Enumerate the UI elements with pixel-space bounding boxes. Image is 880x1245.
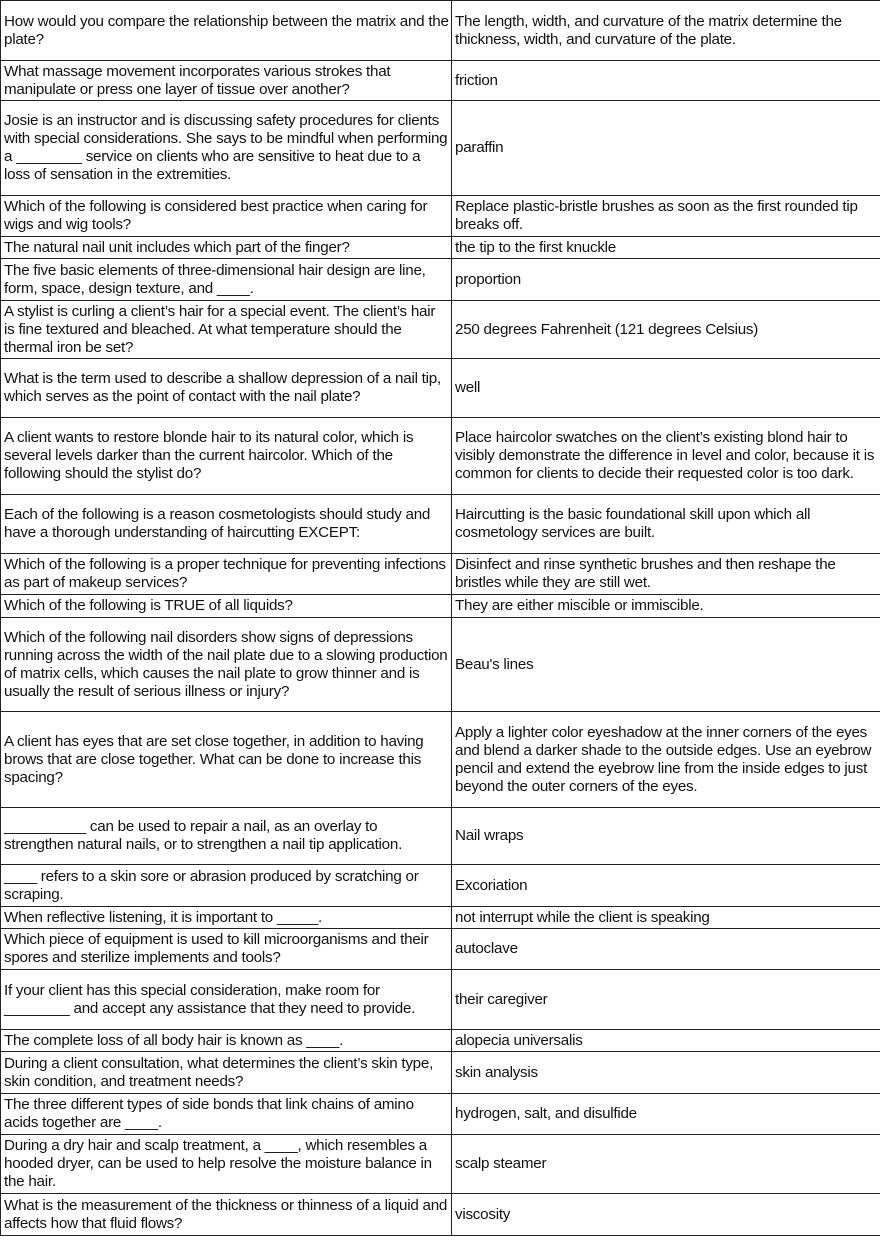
table-row <box>1 1 880 61</box>
answer-cell: skin analysis <box>452 1052 880 1094</box>
question-cell: How would you compare the relationship between the matrix and the plate? <box>1 1 452 61</box>
question-cell: Which of the following nail disorders show signs of depressions running across the width of the nail plate due to a slowing production of matrix cells, which causes the nail plate to grow thinner and is usually the result of serious illness or injury? <box>1 618 452 712</box>
table-row <box>1 359 880 418</box>
table-row <box>1 495 880 554</box>
table-row <box>1 554 880 595</box>
table-row <box>1 61 880 101</box>
answer-cell: Beau's lines <box>452 618 880 712</box>
table-row <box>1 1052 880 1094</box>
table-row <box>1 418 880 495</box>
question-cell: Which of the following is TRUE of all liquids? <box>1 595 452 618</box>
answer-cell: Place haircolor swatches on the client’s existing blond hair to visibly demonstrate the difference in level and color, because it is common for clients to decide their requested color is too dark. <box>452 418 880 495</box>
answer-cell: not interrupt while the client is speaking <box>452 907 880 929</box>
table-row <box>1 618 880 712</box>
answer-cell: paraffin <box>452 101 880 196</box>
table-row <box>1 237 880 259</box>
question-cell: A client has eyes that are set close together, in addition to having brows that are close together. What can be done to increase this spacing? <box>1 712 452 808</box>
answer-cell: well <box>452 359 880 418</box>
question-cell: A client wants to restore blonde hair to its natural color, which is several levels darker than the current haircolor. Which of the following should the stylist do? <box>1 418 452 495</box>
answer-cell: hydrogen, salt, and disulfide <box>452 1094 880 1135</box>
question-cell: A stylist is curling a client’s hair for a special event. The client’s hair is fine textured and bleached. At what temperature should the thermal iron be set? <box>1 301 452 359</box>
question-cell: If your client has this special consideration, make room for ________ and accept any assistance that they need to provide. <box>1 970 452 1030</box>
question-cell: What is the term used to describe a shallow depression of a nail tip, which serves as the point of contact with the nail plate? <box>1 359 452 418</box>
answer-cell: 250 degrees Fahrenheit (121 degrees Celsius) <box>452 301 880 359</box>
question-cell: Josie is an instructor and is discussing safety procedures for clients with special considerations. She says to be mindful when performing a ________ service on clients who are sensitive to heat due to a loss of sensation in the extremities. <box>1 101 452 196</box>
question-cell: What massage movement incorporates various strokes that manipulate or press one layer of tissue over another? <box>1 61 452 101</box>
question-cell: Which of the following is considered best practice when caring for wigs and wig tools? <box>1 196 452 237</box>
answer-cell: autoclave <box>452 929 880 970</box>
question-cell: The complete loss of all body hair is known as ____. <box>1 1030 452 1052</box>
answer-cell: They are either miscible or immiscible. <box>452 595 880 618</box>
question-cell: When reflective listening, it is important to _____. <box>1 907 452 929</box>
answer-cell: The length, width, and curvature of the matrix determine the thickness, width, and curvature of the plate. <box>452 1 880 61</box>
table-row <box>1 1094 880 1135</box>
answer-cell: Nail wraps <box>452 808 880 865</box>
table-row <box>1 1194 880 1236</box>
question-cell: The natural nail unit includes which part of the finger? <box>1 237 452 259</box>
answer-cell: friction <box>452 61 880 101</box>
question-cell: Which of the following is a proper technique for preventing infections as part of makeup services? <box>1 554 452 595</box>
table-row <box>1 1135 880 1194</box>
flashcard-rows <box>1 1 880 1236</box>
answer-cell: proportion <box>452 259 880 301</box>
answer-cell: their caregiver <box>452 970 880 1030</box>
question-cell: Each of the following is a reason cosmetologists should study and have a thorough understanding of haircutting EXCEPT: <box>1 495 452 554</box>
question-cell: __________ can be used to repair a nail, as an overlay to strengthen natural nails, or to strengthen a nail tip application. <box>1 808 452 865</box>
table-row <box>1 929 880 970</box>
answer-cell: viscosity <box>452 1194 880 1236</box>
question-cell: What is the measurement of the thickness or thinness of a liquid and affects how that fluid flows? <box>1 1194 452 1236</box>
answer-cell: Disinfect and rinse synthetic brushes and then reshape the bristles while they are still wet. <box>452 554 880 595</box>
answer-cell: scalp steamer <box>452 1135 880 1194</box>
question-cell: The three different types of side bonds that link chains of amino acids together are ____. <box>1 1094 452 1135</box>
table-row <box>1 259 880 301</box>
table-row <box>1 865 880 907</box>
answer-cell: Replace plastic-bristle brushes as soon as the first rounded tip breaks off. <box>452 196 880 237</box>
answer-cell: the tip to the first knuckle <box>452 237 880 259</box>
question-cell: The five basic elements of three-dimensional hair design are line, form, space, design texture, and ____. <box>1 259 452 301</box>
question-cell: ____ refers to a skin sore or abrasion produced by scratching or scraping. <box>1 865 452 907</box>
table-row <box>1 595 880 618</box>
question-cell: During a client consultation, what determines the client’s skin type, skin condition, and treatment needs? <box>1 1052 452 1094</box>
answer-cell: Apply a lighter color eyeshadow at the inner corners of the eyes and blend a darker shade to the outside edges. Use an eyebrow pencil and extend the eyebrow line from the inside edges to just beyond the outer corners of the eyes. <box>452 712 880 808</box>
question-cell: Which piece of equipment is used to kill microorganisms and their spores and sterilize implements and tools? <box>1 929 452 970</box>
answer-cell: Excoriation <box>452 865 880 907</box>
table-row <box>1 101 880 196</box>
table-row <box>1 970 880 1030</box>
answer-cell: alopecia universalis <box>452 1030 880 1052</box>
question-cell: During a dry hair and scalp treatment, a ____, which resembles a hooded dryer, can be used to help resolve the moisture balance in the hair. <box>1 1135 452 1194</box>
table-row <box>1 712 880 808</box>
table-row <box>1 808 880 865</box>
table-row <box>1 907 880 929</box>
table-row <box>1 1030 880 1052</box>
answer-cell: Haircutting is the basic foundational skill upon which all cosmetology services are built. <box>452 495 880 554</box>
table-row <box>1 301 880 359</box>
table-row <box>1 196 880 237</box>
